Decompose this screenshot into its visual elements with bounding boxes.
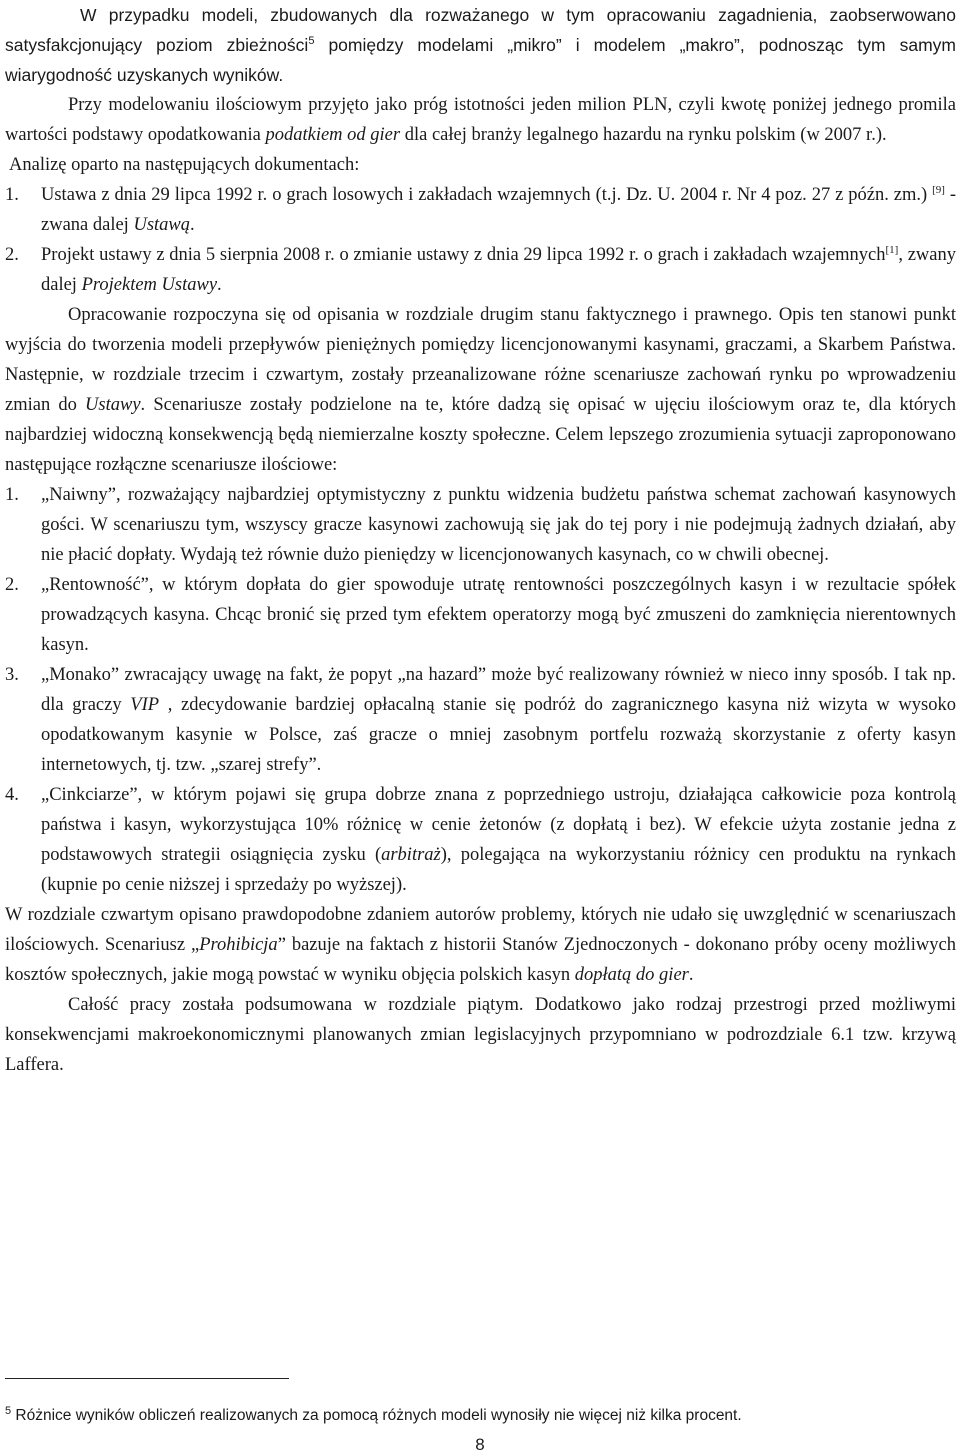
scenario-text-a: „Monako” zwracający uwagę na fakt, że popyt „na hazard” może być realizowany również w nieco inny sposób. I tak np. dla graczy xyxy=(41,665,956,715)
document-item-2 xyxy=(5,240,956,300)
scenario-text-a: „Naiwny”, rozważający najbardziej optymistyczny z punktu widzenia budżetu państwa schemat zachowań kasynowych gości. W scenariuszu tym, wszyscy gracze kasynowi zachowują się jak do tej pory i nie podejmują żadnych działań, aby nie płacić dopłaty. Wydają też równie dużo pieniędzy w licencjonowanych kasynach, co w chwili obecnej. xyxy=(41,485,956,565)
qualitative-emphasis-1: Prohibicja xyxy=(199,935,278,955)
footnote xyxy=(5,1406,956,1426)
document-page xyxy=(5,0,956,1080)
intro-p2-emphasis: podatkiem od gier xyxy=(265,125,401,145)
page-number: 8 xyxy=(475,1435,485,1454)
footnote-text: Różnice wyników obliczeń realizowanych za pomocą różnych modeli wynosiły nie więcej niż kilka procent. xyxy=(11,1407,742,1424)
summary-paragraph: Całość pracy została podsumowana w rozdziale piątym. Dodatkowo jako rodzaj przestrogi przed możliwymi konsekwencjami makroekonomicznymi planowanych zmian legislacyjnych przypomniano w podrozdziale 6.1 tzw. krzywą Laffera. xyxy=(5,995,956,1075)
document-text-b: , zwany dalej xyxy=(41,245,956,295)
scenario-text-a: „Cinkciarze”, w którym pojawi się grupa dobrze znana z poprzedniego ustroju, działająca całkowicie poza kontrolą państwa i kasyn, wykorzystująca 10% różnicę w cenie żetonów (z dopłatą i bez). W efekcie użyta zostanie jedna z podstawowych strategii osiągnięcia zysku ( xyxy=(41,785,956,865)
document-text-a: Projekt ustawy z dnia 5 sierpnia 2008 r. o zmianie ustawy z dnia 29 lipca 1992 r. o grach i zakładach wzajemnych xyxy=(41,245,886,265)
documents-list xyxy=(5,180,956,300)
document-number: 1. xyxy=(5,185,19,205)
document-text-b: - zwana dalej xyxy=(41,185,956,235)
qualitative-text-c: . xyxy=(688,965,694,985)
scenario-number: 3. xyxy=(5,665,19,685)
scenario-item-1 xyxy=(5,480,956,570)
scenario-emphasis: VIP xyxy=(130,695,160,715)
scenarios-list xyxy=(5,480,956,900)
document-text xyxy=(41,240,956,300)
scenario-text-b: ), polegająca na wykorzystaniu różnicy cen produktu na rynkach (kupnie po cenie niższej i sprzedaży po wyższej). xyxy=(41,845,956,895)
documents-heading: Analizę oparto na następujących dokumentach: xyxy=(9,155,360,175)
scenario-number: 2. xyxy=(5,575,19,595)
scenario-text xyxy=(41,780,956,900)
document-number: 2. xyxy=(5,245,19,265)
overview-text-a: Opracowanie rozpoczyna się od opisania w rozdziale drugim stanu faktycznego i prawnego. Opis ten stanowi punkt wyjścia do tworzenia modeli przepływów pieniężnych pomiędzy licencjonowanymi kasynami, graczami, a Skarbem Państwa. Następnie, w rozdziale trzecim i czwartym, zostały przeanalizowane różne scenariusze zachowań rynku po wprowadzeniu zmian do xyxy=(5,305,956,415)
document-text-a: Ustawa z dnia 29 lipca 1992 r. o grach losowych i zakładach wzajemnych (t.j. Dz. U. 2004 r. Nr 4 poz. 27 z późn. zm.) xyxy=(41,185,933,205)
scenario-text xyxy=(41,480,956,570)
scenario-number: 4. xyxy=(5,785,19,805)
scenario-item-3 xyxy=(5,660,956,780)
scenario-item-4 xyxy=(5,780,956,900)
document-text-c: . xyxy=(217,275,222,295)
overview-paragraph xyxy=(5,300,956,480)
document-emphasis: Ustawą xyxy=(133,215,190,235)
intro-p1-text-a: W przypadku modeli, zbudowanych dla rozważanego w tym opracowaniu zagadnienia, zaobserwowano satysfakcjonujący poziom zbieżności xyxy=(5,5,956,55)
document-text-c: . xyxy=(190,215,195,235)
document-emphasis: Projektem Ustawy xyxy=(81,275,218,295)
intro-paragraph-1 xyxy=(5,0,956,90)
scenario-number: 1. xyxy=(5,485,19,505)
overview-emphasis: Ustawy xyxy=(85,395,141,415)
scenario-text xyxy=(41,660,956,780)
scenario-item-2 xyxy=(5,570,956,660)
intro-paragraph-2 xyxy=(5,90,956,150)
qualitative-text-b: ” bazuje na faktach z historii Stanów Zjednoczonych - dokonano próby oceny możliwych kosztów społecznych, jakie mogą powstać w wyniku objęcia polskich kasyn xyxy=(5,935,957,985)
qualitative-paragraph xyxy=(5,900,956,990)
document-item-1 xyxy=(5,180,956,240)
scenario-text-b: , zdecydowanie bardziej opłacalną stanie się podróż do zagranicznego kasyna niż wizyta w wysoko opodatkowanym kasynie w Polsce, zaś gracze o mniej zasobnym portfelu rozważą skorzystanie z oferty kasyn internetowych, tj. tzw. „szarej strefy”. xyxy=(41,695,956,775)
reference-mark: [9] xyxy=(932,183,945,196)
intro-p1-text-b: pomiędzy modelami „mikro” i modelem „makro”, podnosząc tym samym wiarygodność uzyskanych wyników. xyxy=(5,35,957,85)
intro-p2-text-a: Przy modelowaniu ilościowym przyjęto jako próg istotności jeden milion PLN, czyli kwotę poniżej jednego promila wartości podstawy opodatkowania xyxy=(5,95,956,145)
intro-p2-text-b: dla całej branży legalnego hazardu na rynku polskim (w 2007 r.). xyxy=(400,125,887,145)
footnote-mark: 5 xyxy=(5,1404,12,1417)
footnote-divider xyxy=(5,1378,289,1379)
scenario-text xyxy=(41,570,956,660)
overview-text-b: . Scenariusze zostały podzielone na te, które dadzą się opisać w ujęciu ilościowym oraz te, dla których najbardziej widoczną konsekwencją będą niemierzalne koszty społeczne. Celem lepszego zrozumienia sytuacji zaproponowano następujące rozłączne scenariusze ilościowe: xyxy=(5,395,956,475)
document-text xyxy=(41,180,956,240)
qualitative-text-a: W rozdziale czwartym opisano prawdopodobne zdaniem autorów problemy, których nie udało się uwzględnić w scenariuszach ilościowych. Scenariusz „ xyxy=(5,905,956,955)
reference-mark: [1] xyxy=(885,243,899,256)
footnote-ref-5: 5 xyxy=(308,35,315,48)
scenario-emphasis: arbitraż xyxy=(381,845,441,865)
scenario-text-a: „Rentowność”, w którym dopłata do gier spowoduje utratę rentowności poszczególnych kasyn i w rezultacie spółek prowadzących kasyna. Chcąc bronić się przed tym efektem operatorzy mogą być zmuszeni do zamknięcia nierentownych kasyn. xyxy=(41,575,956,655)
qualitative-emphasis-2: dopłatą do gier xyxy=(574,965,689,985)
